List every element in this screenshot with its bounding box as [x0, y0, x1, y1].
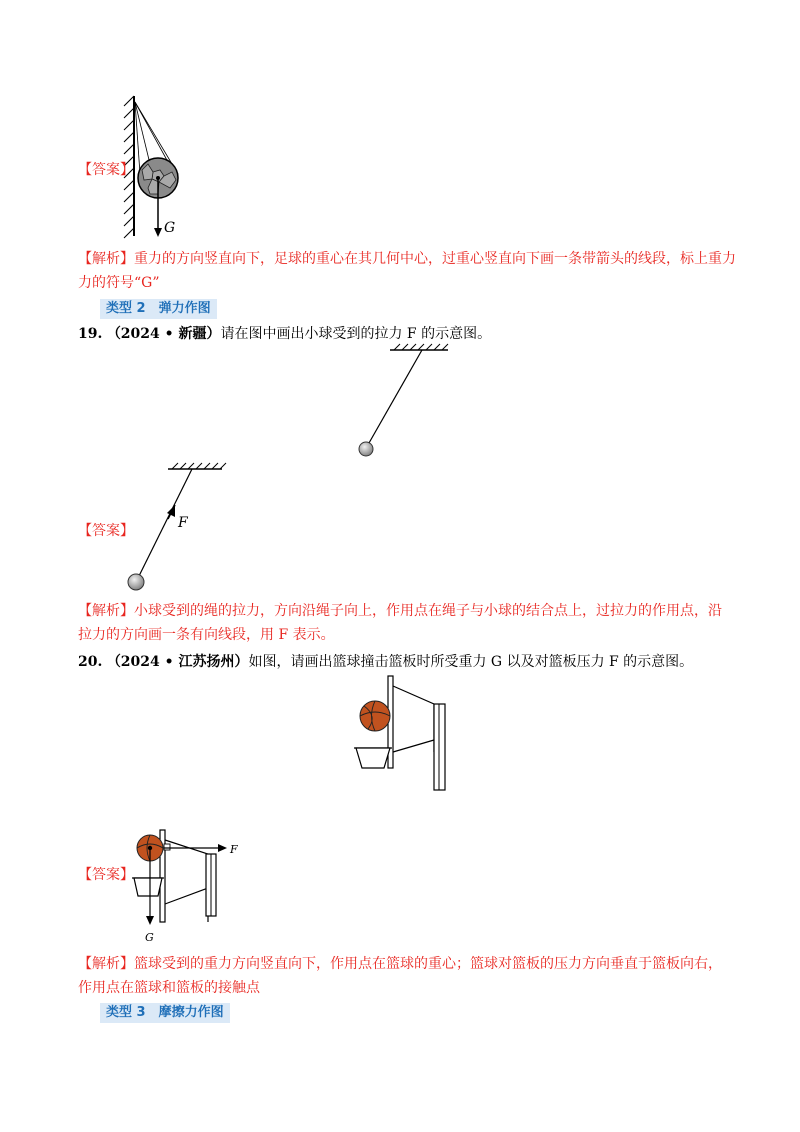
q20-analysis-label: 【解析】 — [78, 956, 134, 972]
q19-analysis-label: 【解析】 — [78, 603, 134, 619]
q18-analysis-line1: 重力的方向竖直向下，足球的重心在其几何中心，过重心竖直向下画一条带箭头的线段，标上重力 — [134, 251, 736, 267]
q20-figure — [350, 672, 455, 794]
q18-analysis-label: 【解析】 — [78, 251, 134, 267]
q20-answer-label: 【答案】 — [78, 867, 134, 883]
q20-source: （2024 • 江苏扬州） — [106, 654, 249, 670]
q20-number: 20. — [78, 654, 103, 670]
q20-gravity-label: G — [145, 931, 154, 944]
q20-force-label: F — [230, 843, 238, 856]
q20-analysis-line1: 篮球受到的重力方向竖直向下，作用点在篮球的重心；篮球对篮板的压力方向垂直于篮板向右， — [134, 956, 722, 972]
q19-analysis-line1: 小球受到的绳的拉力，方向沿绳子向上，作用点在绳子与小球的结合点上，过拉力的作用点，沿 — [134, 603, 722, 619]
q20-analysis-line2: 作用点在篮球和篮板的接触点 — [78, 980, 260, 996]
q19-number: 19. — [78, 326, 103, 342]
q19-text: 请在图中画出小球受到的拉力 F 的示意图。 — [220, 326, 492, 342]
section-type2: 类型 2 弹力作图 — [100, 299, 217, 319]
q19-source: （2024 • 新疆） — [106, 326, 221, 342]
q18-gravity-label: G — [164, 220, 176, 236]
q18-answer-label: 【答案】 — [78, 162, 134, 178]
q19-answer-label: 【答案】 — [78, 523, 134, 539]
q20-text: 如图，请画出篮球撞击篮板时所受重力 G 以及对篮板压力 F 的示意图。 — [248, 654, 694, 670]
section-type3: 类型 3 摩擦力作图 — [100, 1003, 230, 1023]
q19-answer-figure — [120, 455, 230, 595]
q19-analysis-line2: 拉力的方向画一条有向线段，用 F 表示。 — [78, 627, 335, 643]
q18-analysis-line2: 力的符号“G” — [78, 275, 160, 291]
q20-answer-figure — [128, 826, 248, 946]
q20-question — [78, 650, 693, 674]
q19-force-label: F — [178, 515, 188, 531]
q19-figure — [350, 340, 460, 465]
